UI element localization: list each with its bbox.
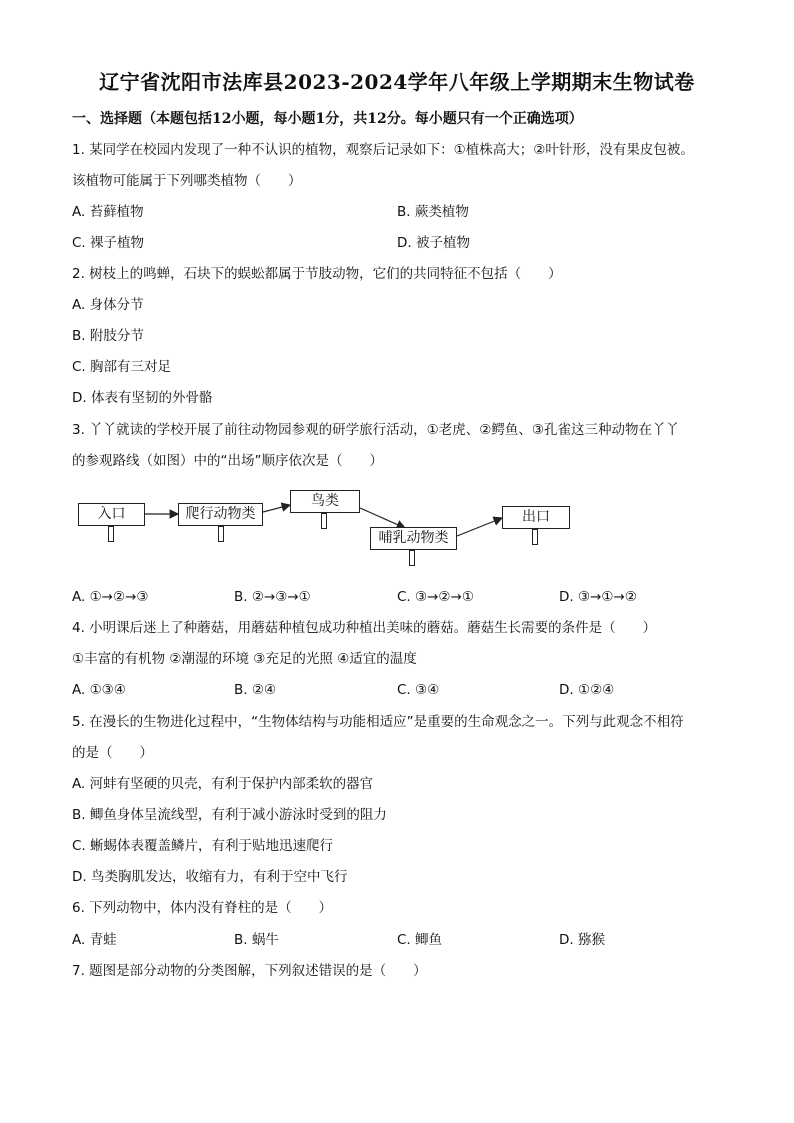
q4-option-d: D. ①②④ [559, 682, 615, 698]
q4-option-b: B. ②④ [234, 682, 277, 698]
q6-option-b: B. 蜗牛 [234, 932, 279, 948]
q6-option-a: A. 青蛙 [72, 932, 117, 948]
q4-option-a: A. ①③④ [72, 682, 126, 698]
q2-option-c: C. 胸部有三对足 [72, 359, 172, 375]
q3-stem-line2: 的参观路线（如图）中的“出场”顺序依次是（ ） [72, 453, 383, 469]
arrow-mammals-to-exit [457, 518, 502, 536]
birds-post [321, 513, 327, 529]
birds-box: 鸟类 [290, 490, 360, 513]
q1-option-d: D. 被子植物 [397, 235, 470, 251]
q6-option-c: C. 鲫鱼 [397, 932, 443, 948]
exit-box: 出口 [502, 506, 570, 529]
page-title: 辽宁省沈阳市法库县2023-2024学年八年级上学期期末生物试卷 [99, 70, 695, 94]
q1-option-c: C. 裸子植物 [72, 235, 145, 251]
q4-stem-line1: 4. 小明课后迷上了种蘑菇，用蘑菇种植包成功种植出美味的蘑菇。蘑菇生长需要的条件是（ ） [72, 620, 657, 636]
q2-option-d: D. 体表有坚韧的外骨骼 [72, 390, 213, 406]
q6-stem-line1: 6. 下列动物中，体内没有脊柱的是（ ） [72, 900, 333, 916]
q5-option-c: C. 蜥蜴体表覆盖鳞片，有利于贴地迅速爬行 [72, 838, 334, 854]
entrance-box: 入口 [78, 503, 145, 526]
q3-option-b: B. ②→③→① [234, 589, 311, 605]
q5-stem-line2: 的是（ ） [72, 745, 153, 761]
mammals-box: 哺乳动物类 [370, 527, 457, 550]
q6-option-d: D. 猕猴 [559, 932, 605, 948]
q2-option-a: A. 身体分节 [72, 297, 144, 313]
q3-option-a: A. ①→②→③ [72, 589, 149, 605]
q4-stem-line2: ①丰富的有机物 ②潮湿的环境 ③充足的光照 ④适宜的温度 [72, 651, 417, 667]
q1-option-b: B. 蕨类植物 [397, 204, 469, 220]
q5-stem-line1: 5. 在漫长的生物进化过程中，“生物体结构与功能相适应”是重要的生命观念之一。下列与此观念不相符 [72, 714, 684, 730]
q5-option-b: B. 鲫鱼身体呈流线型，有利于减小游泳时受到的阻力 [72, 807, 387, 823]
exit-post [532, 529, 538, 545]
arrow-reptiles-to-birds [263, 505, 290, 512]
q1-option-a: A. 苔藓植物 [72, 204, 144, 220]
q1-stem-line2: 该植物可能属于下列哪类植物（ ） [72, 173, 302, 189]
reptiles-post [218, 526, 224, 542]
arrow-birds-to-mammals [360, 508, 405, 528]
q2-stem-line1: 2. 树枝上的鸣蝉，石块下的蜈蚣都属于节肢动物，它们的共同特征不包括（ ） [72, 266, 562, 282]
q3-stem-line1: 3. 丫丫就读的学校开展了前往动物园参观的研学旅行活动，①老虎、②鳄鱼、③孔雀这三种动物在丫丫 [72, 422, 679, 438]
q1-stem-line1: 1. 某同学在校园内发现了一种不认识的植物，观察后记录如下：①植株高大；②叶针形，没有果皮包被。 [72, 142, 694, 158]
q5-option-d: D. 鸟类胸肌发达，收缩有力，有利于空中飞行 [72, 869, 348, 885]
mammals-post [409, 550, 415, 566]
q7-stem-line1: 7. 题图是部分动物的分类图解，下列叙述错误的是（ ） [72, 963, 427, 979]
q3-option-c: C. ③→②→① [397, 589, 474, 605]
q3-option-d: D. ③→①→② [559, 589, 637, 605]
section-heading: 一、选择题（本题包括12小题，每小题1分，共12分。每小题只有一个正确选项） [72, 111, 583, 127]
q2-option-b: B. 附肢分节 [72, 328, 144, 344]
q4-option-c: C. ③④ [397, 682, 440, 698]
reptiles-box: 爬行动物类 [178, 503, 263, 526]
q5-option-a: A. 河蚌有坚硬的贝壳，有利于保护内部柔软的器官 [72, 776, 374, 792]
entrance-post [108, 526, 114, 542]
